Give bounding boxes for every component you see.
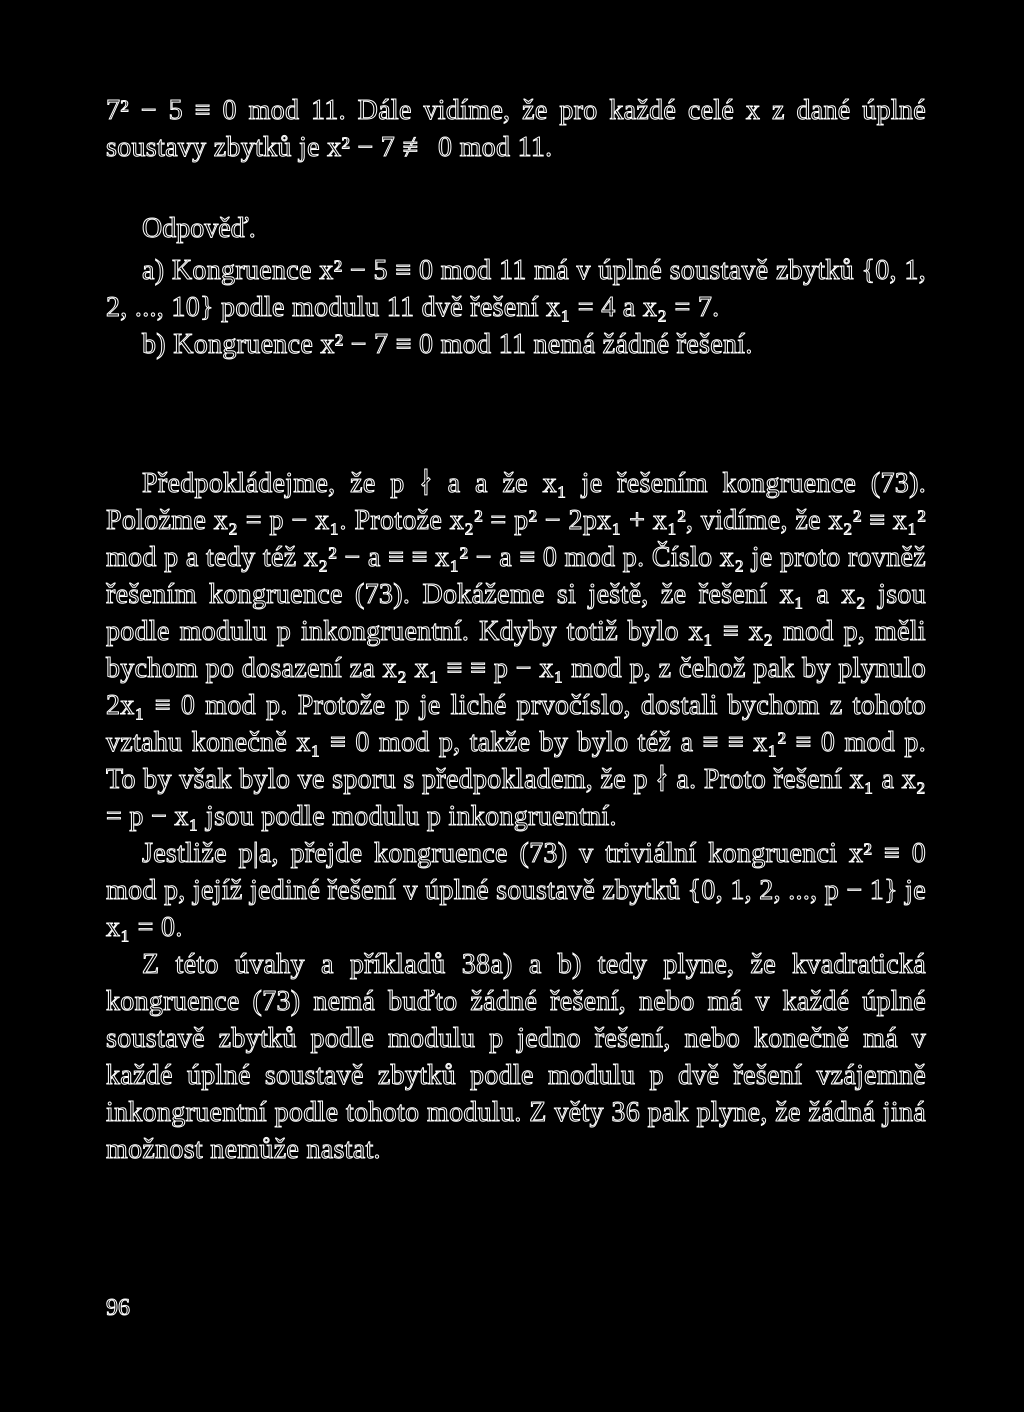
main-paragraph-3: Z této úvahy a příkladů 38a) a b) tedy plyne, že kvadratická kongruence (73) nemá buďto žádné řešení, nebo má v každé úplné soustavě zbytků podle modulu p jedno řešení, nebo konečně má v každé úplné soustavě zbytků podle modulu p dvě řešení vzájemně inkongruentní podle tohoto modulu. Z věty 36 pak plyne, že žádná jiná možnost nemůže nastat. — [106, 949, 926, 1165]
answer-heading: Odpověď. — [142, 213, 256, 244]
main-paragraph-2: Jestliže p|a, přejde kongruence (73) v triviální kongruenci x² ≡ 0 mod p, jejíž jediné řešení v úplné soustavě zbytků {0, 1, 2, ..., p − 1} je x₁ = 0. — [106, 838, 926, 943]
main-paragraph-1: Předpokládejme, že p ∤ a a že x₁ je řešením kongruence (73). Položme x₂ = p − x₁. Protože x₂² = p² − 2px₁ + x₁², vidíme, že x₂² ≡ x₁² mod p a tedy též x₂² − a ≡ ≡ x₁² − a ≡ 0 mod p. Číslo x₂ je proto rovněž řešením kongruence (73). Dokážeme si ještě, že řešení x₁ a x₂ jsou podle modulu p inkongruentní. Kdyby totiž bylo x₁ ≡ x₂ mod p, měli bychom po dosazení za x₂ x₁ ≡ ≡ p − x₁ mod p, z čehož pak by plynulo 2x₁ ≡ 0 mod p. Protože p je liché prvočíslo, dostali bychom z tohoto vztahu konečně x₁ ≡ 0 mod p, takže by bylo též a ≡ ≡ x₁² ≡ 0 mod p. To by však bylo ve sporu s předpokladem, že p ∤ a. Proto řešení x₁ a x₂ = p − x₁ jsou podle modulu p inkongruentní. — [106, 468, 926, 832]
answer-b: b) Kongruence x² − 7 ≡ 0 mod 11 nemá žádné řešení. — [142, 329, 753, 360]
top-paragraph: 7² − 5 ≡ 0 mod 11. Dále vidíme, že pro každé celé x z dané úplné soustavy zbytků je x² − 7 ≢ 0 mod 11. — [106, 95, 926, 163]
top-paragraph-block — [106, 92, 926, 166]
answer-a: a) Kongruence x² − 5 ≡ 0 mod 11 má v úplné soustavě zbytků {0, 1, 2, ..., 10} podle modulu 11 dvě řešení x₁ = 4 a x₂ = 7. — [106, 255, 926, 323]
answers-block — [106, 252, 926, 363]
main-text-block — [106, 465, 926, 1168]
page-number: 96 — [106, 1295, 130, 1321]
